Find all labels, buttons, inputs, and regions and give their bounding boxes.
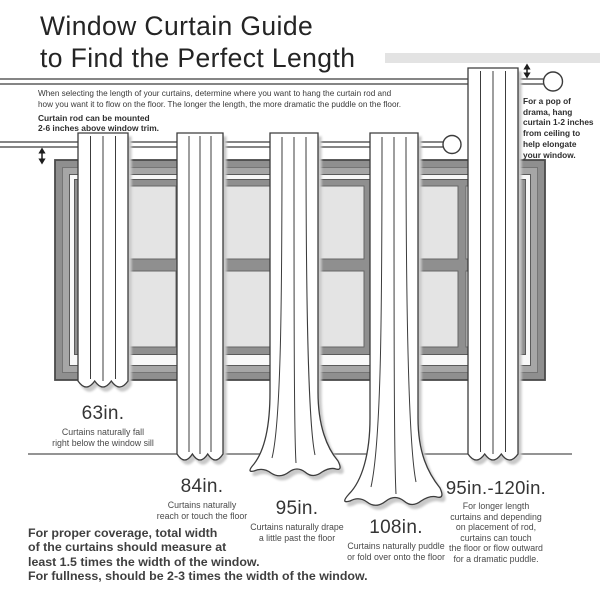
curtain-63in (78, 133, 128, 387)
intro-line-1: When selecting the length of your curtains, determine where you want to hang the curtain rod and (38, 89, 392, 98)
ceiling-note-line: your window. (523, 149, 576, 160)
rod-mount-arrow-icon (38, 148, 45, 165)
curtain-description: Curtains naturally drape a little past the floor (250, 522, 344, 543)
rod-mount-note (38, 113, 159, 133)
ceiling-note (523, 96, 599, 160)
coverage-line: For fullness, should be 2-3 times the width of the window. (28, 568, 368, 583)
ceiling-gap-arrow-icon (523, 64, 530, 79)
curtain-description: Curtains naturally fall right below the window sill (52, 427, 154, 448)
curtain-length: 108in. (369, 517, 423, 538)
curtain-label-63in (33, 403, 173, 448)
coverage-line: least 1.5 times the width of the window. (28, 554, 260, 569)
intro-text (38, 89, 401, 110)
curtain-description: Curtains naturally reach or touch the floor (156, 500, 248, 521)
intro-line-2: how you want it to flow on the floor. The longer the length, the more dramatic the puddle on the floor. (38, 99, 402, 109)
curtain-length: 63in. (81, 403, 125, 424)
curtain-label-95-120in (418, 477, 574, 565)
ceiling-note-line: For a pop of (523, 96, 571, 106)
coverage-line: For proper coverage, total width (28, 526, 218, 540)
curtain-length: 95in. (275, 498, 319, 519)
curtain-length: 95in.-120in. (445, 477, 547, 498)
coverage-line: of the curtains should measure at (28, 540, 227, 555)
ceiling-curtain-rod (0, 79, 544, 84)
ceiling-rod-finial (544, 72, 563, 91)
ceiling-note-line: help elongate (523, 138, 577, 149)
ceiling-note-line: curtain 1-2 inches (523, 117, 594, 128)
rod-note-line-2: 2-6 inches above window trim. (38, 123, 159, 134)
page-title (40, 10, 355, 74)
title-line-1: Window Curtain Guide (40, 11, 314, 41)
ceiling-note-line: drama, hang (523, 106, 573, 117)
main-rod-finial (443, 136, 461, 154)
curtain-84in (177, 133, 223, 460)
curtain-length: 84in. (180, 476, 224, 497)
rod-note-line-1: Curtain rod can be mounted (38, 113, 150, 123)
ceiling-bar (385, 53, 600, 63)
title-line-2: to Find the Perfect Length (40, 43, 356, 73)
ceiling-note-line: from ceiling to (523, 128, 581, 139)
curtain-description: Curtains naturally puddle or fold over onto the floor (347, 541, 445, 562)
coverage-advice (28, 526, 368, 583)
curtain-95-120in (468, 68, 518, 460)
curtain-description: For longer length curtains and depending on placement of rod, curtains can touch the floor or flow outward for a dramatic puddle. (449, 501, 543, 564)
